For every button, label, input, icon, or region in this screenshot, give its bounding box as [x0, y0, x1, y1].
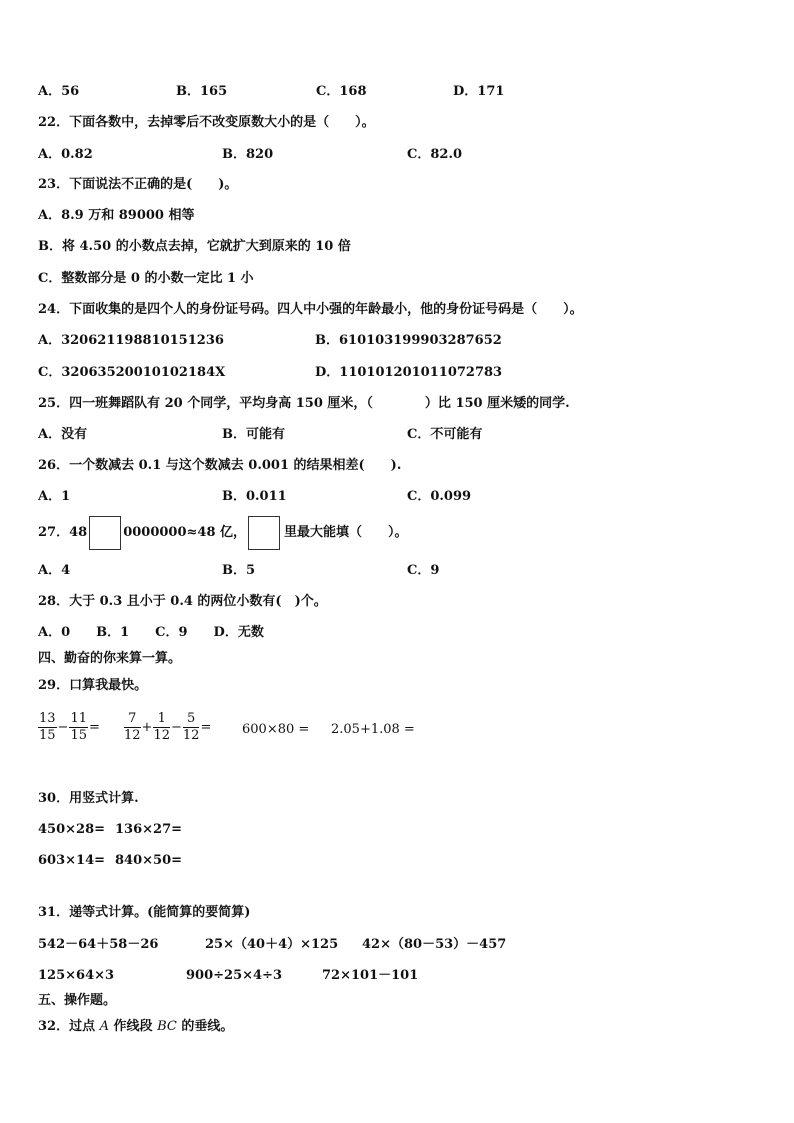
point-a-label: A [99, 1019, 110, 1034]
q29-expression-1: $\frac{13}{15}$ − $\frac{11}{15}$ = [39, 711, 100, 743]
q32-middle: 作线段 [109, 1019, 158, 1034]
q27-stem [38, 515, 408, 551]
q29-expression-4: 2.05+1.08 = [331, 722, 415, 737]
q22-option-a: A．0.82 [38, 147, 93, 162]
q25-option-c: C．不可能有 [407, 427, 483, 442]
segment-bc-label: BC [157, 1019, 177, 1034]
q30-problem-4: 840×50= [115, 853, 183, 868]
q28-stem: 28．大于 0.3 且小于 0.4 的两位小数有( )个。 [38, 594, 327, 609]
q29-stem: 29．口算我最快。 [38, 678, 148, 693]
q23-option-a: A．8.9 万和 89000 相等 [38, 208, 195, 223]
q21-option-c: C．168 [316, 84, 367, 99]
q27-blank-box-1 [89, 516, 121, 550]
q31-problem-2: 25×（40＋4）×125 [205, 937, 339, 952]
q31-problem-6: 72×101－101 [322, 968, 419, 983]
q22-option-c: C．82.0 [407, 147, 463, 162]
fraction: $\frac{1}{12}$ [153, 711, 170, 743]
q29-expression-3: 600×80 = [242, 722, 310, 737]
q31-problem-5: 900÷25×4÷3 [186, 968, 282, 983]
q24-stem: 24．下面收集的是四个人的身份证号码。四人中小强的年龄最小，他的身份证号码是（ ）。 [38, 302, 583, 317]
q21-option-d: D．171 [453, 84, 505, 99]
q30-problem-3: 603×14= [38, 853, 106, 868]
q22-stem: 22．下面各数中，去掉零后不改变原数大小的是（ ）。 [38, 115, 375, 130]
q27-suffix: 里最大能填（ ）。 [284, 525, 408, 540]
q21-option-a: A．56 [38, 84, 80, 99]
q28-options: A．0 B．1 C．9 D．无数 [38, 625, 264, 640]
q24-option-a: A．320621198810151236 [38, 333, 224, 348]
q32-prefix: 32．过点 [38, 1019, 100, 1034]
q31-problem-3: 42×（80－53）－457 [362, 937, 507, 952]
q25-option-b: B．可能有 [222, 427, 285, 442]
fraction: $\frac{7}{12}$ [124, 711, 141, 743]
q24-option-d: D．110101201011072783 [315, 365, 503, 380]
q31-problem-4: 125×64×3 [38, 968, 115, 983]
q30-problem-1: 450×28= [38, 822, 106, 837]
q30-stem: 30．用竖式计算. [38, 791, 139, 806]
q27-middle: 0000000≈48 亿， [123, 525, 247, 540]
q22-option-b: B．820 [222, 147, 274, 162]
section-5-heading: 五、操作题。 [38, 993, 117, 1008]
section-4-heading: 四、勤奋的你来算一算。 [38, 651, 182, 666]
q26-option-c: C．0.099 [407, 489, 472, 504]
q26-stem: 26．一个数减去 0.1 与这个数减去 0.001 的结果相差( ). [38, 458, 402, 473]
q32-stem [38, 1019, 233, 1035]
q27-option-a: A．4 [38, 563, 71, 578]
q24-option-c: C．32063520010102184X [38, 365, 226, 380]
q25-stem: 25．四一班舞蹈队有 20 个同学，平均身高 150 厘米，（ ）比 150 厘米矮的同学. [38, 396, 570, 411]
q23-option-c: C．整数部分是 0 的小数一定比 1 小 [38, 271, 254, 286]
q27-prefix: 27．48 [38, 525, 88, 540]
q31-stem: 31．递等式计算。(能简算的要简算) [38, 905, 251, 920]
fraction: $\frac{11}{15}$ [70, 711, 87, 743]
q27-option-c: C．9 [407, 563, 440, 578]
q24-option-b: B．610103199903287652 [315, 333, 502, 348]
q27-option-b: B．5 [222, 563, 256, 578]
q26-option-a: A．1 [38, 489, 71, 504]
q26-option-b: B．0.011 [222, 489, 287, 504]
q27-blank-box-2 [248, 516, 280, 550]
q21-option-b: B．165 [176, 84, 228, 99]
q32-suffix: 的垂线。 [176, 1019, 234, 1034]
q29-expression-2: $\frac{7}{12}$ + $\frac{1}{12}$ − $\frac{5}{12}$ = [124, 711, 212, 743]
q30-problem-2: 136×27= [115, 822, 183, 837]
fraction: $\frac{5}{12}$ [182, 711, 200, 743]
fraction: $\frac{13}{15}$ [39, 711, 56, 743]
q23-stem: 23．下面说法不正确的是( )。 [38, 177, 238, 192]
q31-problem-1: 542－64＋58－26 [38, 937, 159, 952]
q25-option-a: A．没有 [38, 427, 88, 442]
q23-option-b: B．将 4.50 的小数点去掉，它就扩大到原来的 10 倍 [38, 239, 351, 254]
